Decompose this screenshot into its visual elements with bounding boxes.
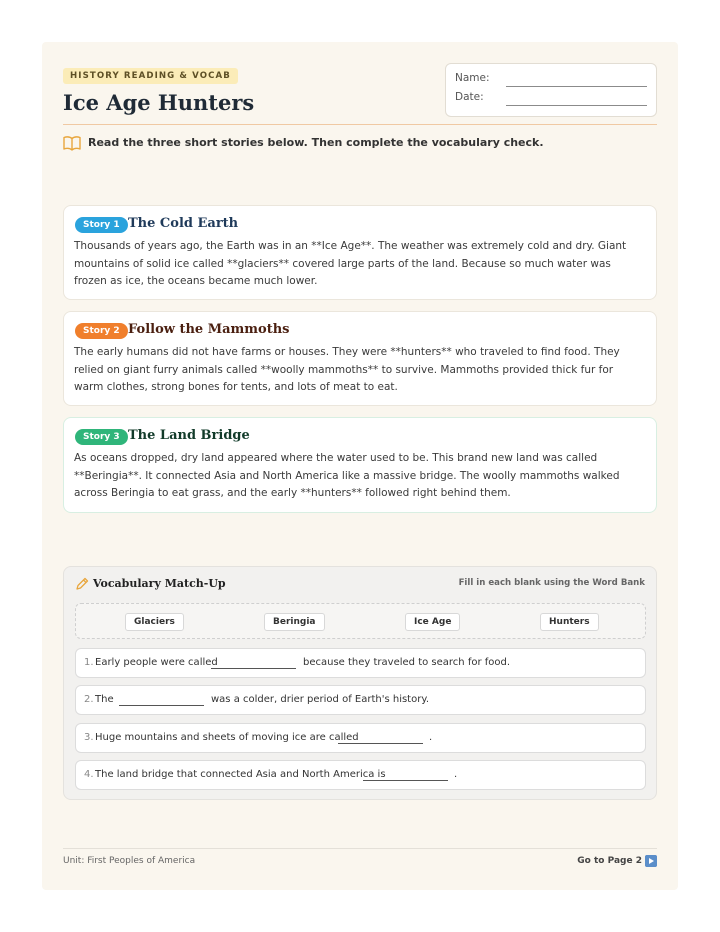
question-text-before: The land bridge that connected Asia and North America is [95, 769, 386, 780]
question-text-before: The [95, 694, 114, 705]
question-1 [75, 648, 646, 678]
vocabulary-title: Vocabulary Match-Up [93, 577, 226, 590]
subject-tag: HISTORY READING & VOCAB [63, 68, 238, 84]
header-divider [63, 124, 657, 125]
worksheet-page [42, 42, 678, 890]
answer-blank[interactable] [211, 668, 296, 669]
question-text-after: because they traveled to search for food. [303, 657, 511, 668]
story-title: The Cold Earth [128, 216, 239, 231]
question-number: 3. [84, 732, 94, 743]
story-text: Thousands of years ago, the Earth was in an **Ice Age**. The weather was extremely cold and dry. Giant mountains of solid ice called **glaciers** covered large parts of the land. Because so much water was frozen as ice, the oceans became much lower. [74, 240, 627, 287]
story-title: The Land Bridge [128, 428, 250, 443]
vocabulary-section [63, 566, 657, 800]
date-field[interactable] [506, 105, 647, 106]
question-text-before: Early people were called [95, 657, 218, 668]
question-2 [75, 685, 646, 715]
question-text-after: . [454, 769, 458, 780]
question-4 [75, 760, 646, 790]
word-bank [75, 603, 646, 639]
play-icon [645, 855, 657, 867]
name-date-box [445, 63, 657, 117]
date-label: Date: [455, 91, 484, 103]
answer-blank[interactable] [363, 780, 448, 781]
word-chip[interactable]: Beringia [264, 613, 325, 631]
story-title: Follow the Mammoths [128, 322, 290, 337]
name-label: Name: [455, 72, 490, 84]
book-icon [63, 135, 81, 151]
story-card-3 [63, 417, 657, 513]
story-card-1 [63, 205, 657, 300]
footer-divider [63, 848, 657, 849]
story-badge: Story 2 [75, 323, 128, 339]
word-chip[interactable]: Glaciers [125, 613, 184, 631]
question-3 [75, 723, 646, 753]
story-card-2 [63, 311, 657, 406]
question-number: 2. [84, 694, 94, 705]
story-text: The early humans did not have farms or houses. They were **hunters** who traveled to find food. They relied on giant furry animals called **woolly mammoths** to survive. Mammoths provided thick fur for warm clothes, strong bones for tents, and lots of meat to eat. [74, 346, 620, 393]
word-chip[interactable]: Hunters [540, 613, 599, 631]
story-text: As oceans dropped, dry land appeared where the water used to be. This brand new land was called **Beringia**. It connected Asia and North America like a massive bridge. The woolly mammoths walked across Beringia to eat grass, and the early **hunters** followed right behind them. [74, 452, 620, 499]
question-number: 4. [84, 769, 94, 780]
name-row [455, 72, 647, 88]
question-text-after: was a colder, drier period of Earth's history. [211, 694, 429, 705]
vocabulary-hint: Fill in each blank using the Word Bank [458, 578, 645, 588]
question-text-after: . [429, 732, 433, 743]
unit-label: Unit: First Peoples of America [63, 856, 196, 866]
word-chip[interactable]: Ice Age [405, 613, 460, 631]
page-title: Ice Age Hunters [63, 90, 255, 115]
answer-blank[interactable] [119, 705, 204, 706]
date-row [455, 91, 647, 107]
story-badge: Story 1 [75, 217, 128, 233]
instructions-text: Read the three short stories below. Then complete the vocabulary check. [88, 136, 544, 149]
answer-blank[interactable] [338, 743, 423, 744]
next-page-label: Go to Page 2 [577, 856, 642, 866]
pencil-icon [75, 577, 89, 591]
story-badge: Story 3 [75, 429, 128, 445]
question-number: 1. [84, 657, 94, 668]
name-field[interactable] [506, 86, 647, 87]
question-text-before: Huge mountains and sheets of moving ice are called [95, 732, 359, 743]
